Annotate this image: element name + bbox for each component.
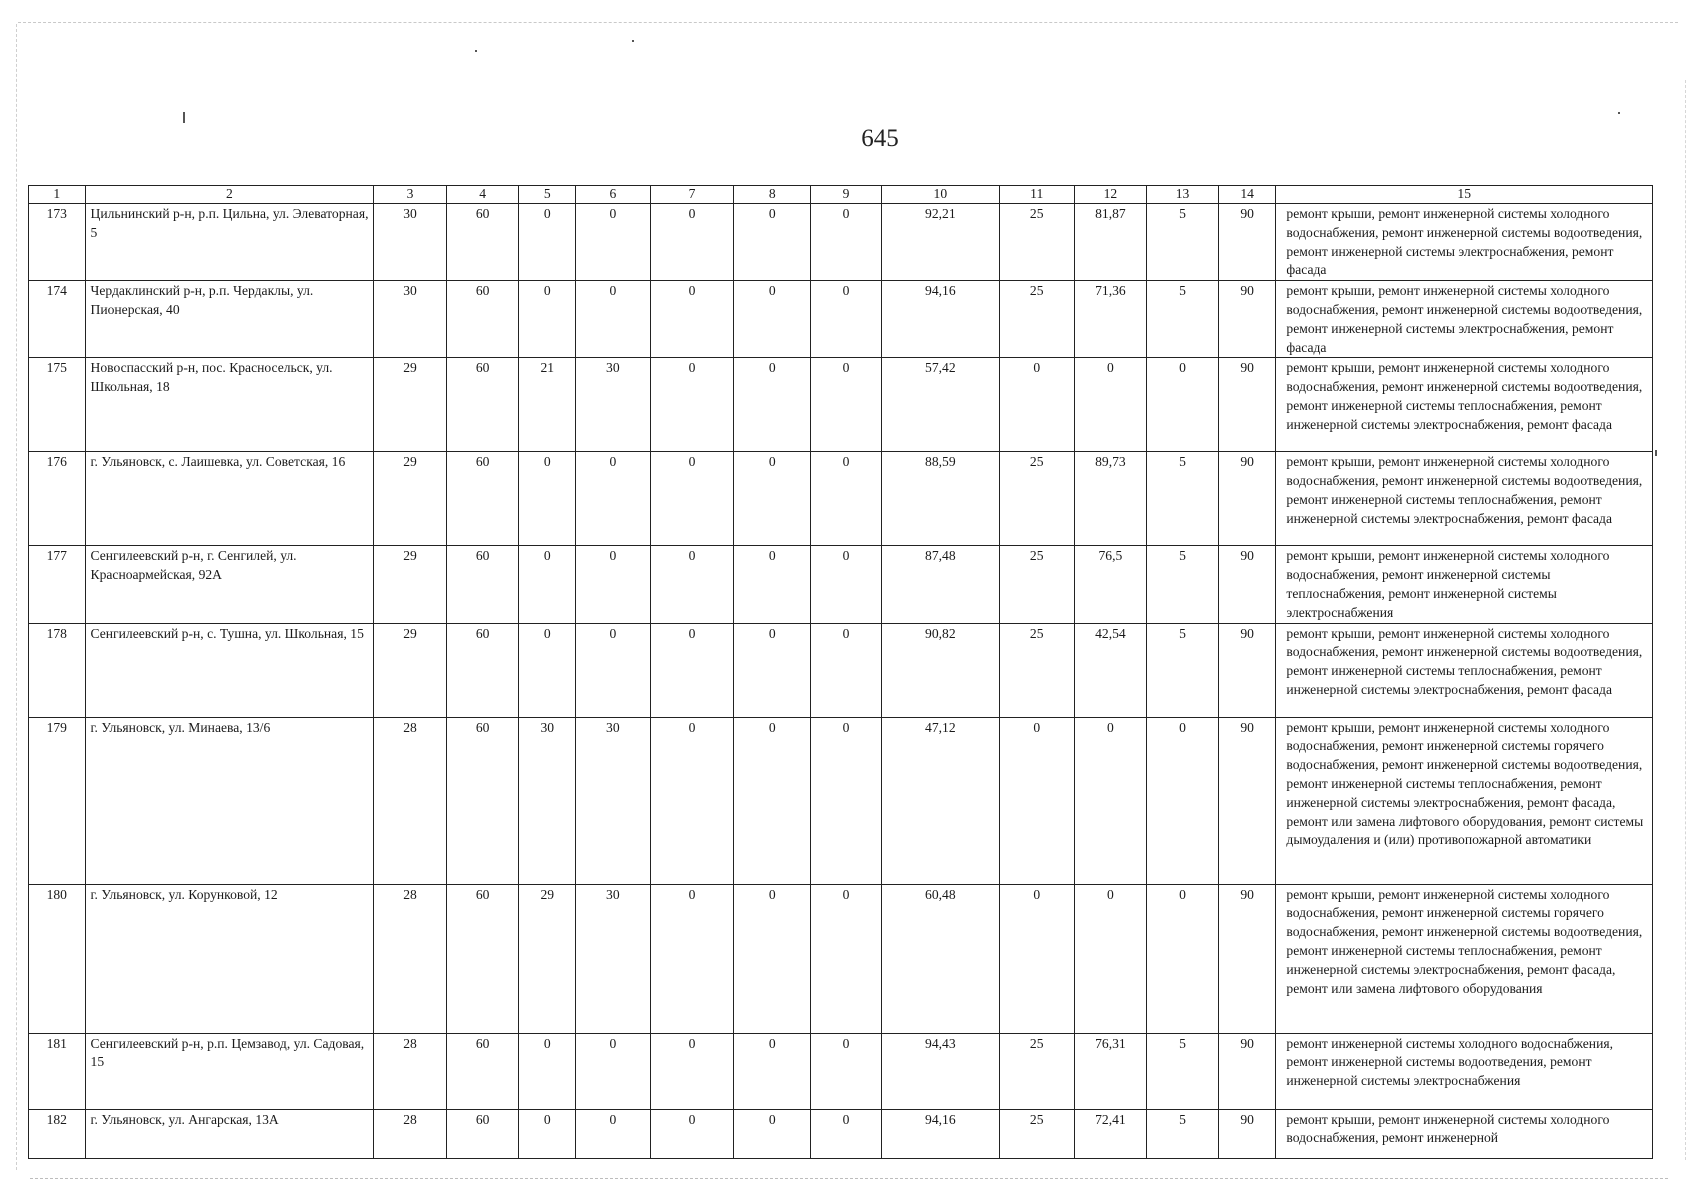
- column-header: 13: [1147, 186, 1219, 204]
- scan-speck: [1655, 450, 1657, 456]
- table-row: [29, 884, 1653, 1033]
- value-cell: 90,82: [881, 623, 999, 717]
- value-cell: 0: [650, 546, 734, 623]
- value-cell: 90: [1218, 452, 1276, 546]
- table-row: [29, 1109, 1653, 1158]
- value-cell: 0: [650, 717, 734, 884]
- value-cell: 0: [519, 281, 576, 358]
- value-cell: 25: [999, 1109, 1074, 1158]
- repair-works-cell: ремонт крыши, ремонт инженерной системы холодного водоснабжения, ремонт инженерной системы горячего водоснабжения, ремонт инженерной системы водоотведения, ремонт инженерной системы теплоснабжения, ремонт инженерной системы электроснабжения, ремонт фасада, ремонт или замена лифтового оборудования: [1276, 884, 1653, 1033]
- value-cell: 90: [1218, 358, 1276, 452]
- value-cell: 30: [576, 717, 651, 884]
- value-cell: 0: [650, 358, 734, 452]
- value-cell: 5: [1147, 623, 1219, 717]
- value-cell: 0: [734, 204, 811, 281]
- value-cell: 28: [374, 1109, 447, 1158]
- address-cell: г. Ульяновск, ул. Ангарская, 13А: [85, 1109, 374, 1158]
- value-cell: 21: [519, 358, 576, 452]
- value-cell: 25: [999, 204, 1074, 281]
- value-cell: 0: [734, 281, 811, 358]
- value-cell: 60: [446, 358, 519, 452]
- value-cell: 0: [811, 452, 882, 546]
- table-row: [29, 717, 1653, 884]
- address-cell: Сенгилеевский р-н, с. Тушна, ул. Школьная, 15: [85, 623, 374, 717]
- address-cell: Новоспасский р-н, пос. Красносельск, ул. Школьная, 18: [85, 358, 374, 452]
- value-cell: 60: [446, 623, 519, 717]
- value-cell: 30: [519, 717, 576, 884]
- column-header: 6: [576, 186, 651, 204]
- column-header: 8: [734, 186, 811, 204]
- address-cell: Чердаклинский р-н, р.п. Чердаклы, ул. Пионерская, 40: [85, 281, 374, 358]
- row-number-cell: 178: [29, 623, 86, 717]
- address-cell: Сенгилеевский р-н, г. Сенгилей, ул. Красноармейская, 92А: [85, 546, 374, 623]
- value-cell: 30: [374, 281, 447, 358]
- value-cell: 94,16: [881, 281, 999, 358]
- scan-speck: [475, 50, 477, 52]
- column-header: 12: [1074, 186, 1147, 204]
- value-cell: 90: [1218, 884, 1276, 1033]
- value-cell: 90: [1218, 1033, 1276, 1109]
- value-cell: 0: [999, 884, 1074, 1033]
- value-cell: 60: [446, 452, 519, 546]
- value-cell: 47,12: [881, 717, 999, 884]
- value-cell: 25: [999, 281, 1074, 358]
- value-cell: 0: [1147, 717, 1219, 884]
- table-row: [29, 204, 1653, 281]
- scan-edge-left: [16, 24, 17, 1170]
- table-row: [29, 1033, 1653, 1109]
- repair-works-cell: ремонт крыши, ремонт инженерной системы холодного водоснабжения, ремонт инженерной системы водоотведения, ремонт инженерной системы теплоснабжения, ремонт инженерной системы электроснабжения, ремонт фасада: [1276, 358, 1653, 452]
- scan-speck: [183, 112, 185, 123]
- value-cell: 25: [999, 623, 1074, 717]
- column-header: 2: [85, 186, 374, 204]
- address-cell: Сенгилеевский р-н, р.п. Цемзавод, ул. Садовая, 15: [85, 1033, 374, 1109]
- value-cell: 90: [1218, 623, 1276, 717]
- value-cell: 60: [446, 281, 519, 358]
- address-cell: г. Ульяновск, ул. Минаева, 13/6: [85, 717, 374, 884]
- value-cell: 0: [650, 281, 734, 358]
- value-cell: 28: [374, 717, 447, 884]
- value-cell: 72,41: [1074, 1109, 1147, 1158]
- row-number-cell: 177: [29, 546, 86, 623]
- row-number-cell: 176: [29, 452, 86, 546]
- value-cell: 0: [650, 1033, 734, 1109]
- value-cell: 60: [446, 1033, 519, 1109]
- column-header: 1: [29, 186, 86, 204]
- value-cell: 0: [811, 1033, 882, 1109]
- value-cell: 0: [811, 1109, 882, 1158]
- row-number-cell: 181: [29, 1033, 86, 1109]
- value-cell: 0: [650, 204, 734, 281]
- row-number-cell: 173: [29, 204, 86, 281]
- column-header: 14: [1218, 186, 1276, 204]
- value-cell: 0: [576, 452, 651, 546]
- value-cell: 5: [1147, 452, 1219, 546]
- scan-edge-top: [18, 22, 1678, 23]
- value-cell: 90: [1218, 1109, 1276, 1158]
- repair-works-cell: ремонт крыши, ремонт инженерной системы холодного водоснабжения, ремонт инженерной: [1276, 1109, 1653, 1158]
- value-cell: 0: [811, 281, 882, 358]
- value-cell: 5: [1147, 1109, 1219, 1158]
- value-cell: 5: [1147, 1033, 1219, 1109]
- address-cell: г. Ульяновск, с. Лаишевка, ул. Советская, 16: [85, 452, 374, 546]
- value-cell: 0: [576, 281, 651, 358]
- repair-works-cell: ремонт крыши, ремонт инженерной системы холодного водоснабжения, ремонт инженерной системы теплоснабжения, ремонт инженерной системы электроснабжения: [1276, 546, 1653, 623]
- value-cell: 76,5: [1074, 546, 1147, 623]
- column-header: 9: [811, 186, 882, 204]
- value-cell: 0: [519, 623, 576, 717]
- scan-speck: [632, 40, 634, 42]
- row-number-cell: 174: [29, 281, 86, 358]
- value-cell: 0: [1147, 358, 1219, 452]
- value-cell: 71,36: [1074, 281, 1147, 358]
- value-cell: 92,21: [881, 204, 999, 281]
- value-cell: 0: [1074, 717, 1147, 884]
- column-header: 4: [446, 186, 519, 204]
- value-cell: 0: [734, 623, 811, 717]
- value-cell: 0: [811, 717, 882, 884]
- value-cell: 0: [576, 546, 651, 623]
- value-cell: 29: [374, 358, 447, 452]
- value-cell: 0: [811, 546, 882, 623]
- repair-works-cell: ремонт крыши, ремонт инженерной системы холодного водоснабжения, ремонт инженерной системы горячего водоснабжения, ремонт инженерной системы водоотведения, ремонт инженерной системы теплоснабжения, ремонт инженерной системы электроснабжения, ремонт фасада, ремонт или замена лифтового оборудования, ремонт системы дымоудаления и (или) противопожарной автоматики: [1276, 717, 1653, 884]
- value-cell: 0: [650, 452, 734, 546]
- value-cell: 94,43: [881, 1033, 999, 1109]
- repair-works-cell: ремонт крыши, ремонт инженерной системы холодного водоснабжения, ремонт инженерной системы водоотведения, ремонт инженерной системы электроснабжения, ремонт фасада: [1276, 204, 1653, 281]
- value-cell: 60: [446, 204, 519, 281]
- value-cell: 57,42: [881, 358, 999, 452]
- value-cell: 0: [734, 452, 811, 546]
- value-cell: 30: [374, 204, 447, 281]
- value-cell: 5: [1147, 281, 1219, 358]
- value-cell: 0: [650, 623, 734, 717]
- table-row: [29, 452, 1653, 546]
- header-row: [29, 186, 1653, 204]
- value-cell: 88,59: [881, 452, 999, 546]
- value-cell: 89,73: [1074, 452, 1147, 546]
- value-cell: 60: [446, 546, 519, 623]
- column-header: 11: [999, 186, 1074, 204]
- value-cell: 0: [811, 623, 882, 717]
- value-cell: 29: [374, 452, 447, 546]
- value-cell: 25: [999, 546, 1074, 623]
- value-cell: 0: [650, 884, 734, 1033]
- value-cell: 60: [446, 717, 519, 884]
- value-cell: 5: [1147, 204, 1219, 281]
- table-row: [29, 546, 1653, 623]
- value-cell: 29: [519, 884, 576, 1033]
- value-cell: 60,48: [881, 884, 999, 1033]
- column-header: 10: [881, 186, 999, 204]
- page-number: 645: [861, 125, 899, 152]
- address-cell: г. Ульяновск, ул. Корунковой, 12: [85, 884, 374, 1033]
- table-row: [29, 623, 1653, 717]
- row-number-cell: 179: [29, 717, 86, 884]
- scan-edge-bottom: [30, 1178, 1668, 1179]
- value-cell: 0: [1074, 884, 1147, 1033]
- scan-speck: [1618, 112, 1620, 114]
- value-cell: 0: [734, 717, 811, 884]
- repair-works-cell: ремонт инженерной системы холодного водоснабжения, ремонт инженерной системы водоотведения, ремонт инженерной системы электроснабжения: [1276, 1033, 1653, 1109]
- value-cell: 0: [576, 623, 651, 717]
- value-cell: 30: [576, 884, 651, 1033]
- value-cell: 28: [374, 884, 447, 1033]
- value-cell: 0: [519, 204, 576, 281]
- value-cell: 0: [519, 546, 576, 623]
- column-header: 3: [374, 186, 447, 204]
- table-row: [29, 281, 1653, 358]
- row-number-cell: 175: [29, 358, 86, 452]
- value-cell: 42,54: [1074, 623, 1147, 717]
- value-cell: 0: [576, 1033, 651, 1109]
- address-cell: Цильнинский р-н, р.п. Цильна, ул. Элеваторная, 5: [85, 204, 374, 281]
- table-row: [29, 358, 1653, 452]
- value-cell: 0: [519, 1033, 576, 1109]
- value-cell: 87,48: [881, 546, 999, 623]
- value-cell: 90: [1218, 204, 1276, 281]
- value-cell: 60: [446, 1109, 519, 1158]
- row-number-cell: 180: [29, 884, 86, 1033]
- value-cell: 0: [519, 1109, 576, 1158]
- value-cell: 0: [811, 884, 882, 1033]
- column-header: 15: [1276, 186, 1653, 204]
- value-cell: 0: [734, 1109, 811, 1158]
- repair-works-cell: ремонт крыши, ремонт инженерной системы холодного водоснабжения, ремонт инженерной системы водоотведения, ремонт инженерной системы электроснабжения, ремонт фасада: [1276, 281, 1653, 358]
- value-cell: 0: [1074, 358, 1147, 452]
- repair-works-cell: ремонт крыши, ремонт инженерной системы холодного водоснабжения, ремонт инженерной системы водоотведения, ремонт инженерной системы теплоснабжения, ремонт инженерной системы электроснабжения, ремонт фасада: [1276, 623, 1653, 717]
- value-cell: 90: [1218, 717, 1276, 884]
- value-cell: 90: [1218, 281, 1276, 358]
- value-cell: 0: [734, 546, 811, 623]
- value-cell: 0: [999, 717, 1074, 884]
- row-number-cell: 182: [29, 1109, 86, 1158]
- value-cell: 0: [1147, 884, 1219, 1033]
- value-cell: 76,31: [1074, 1033, 1147, 1109]
- value-cell: 0: [999, 358, 1074, 452]
- value-cell: 81,87: [1074, 204, 1147, 281]
- housing-repair-table: [28, 185, 1653, 1159]
- value-cell: 0: [519, 452, 576, 546]
- value-cell: 5: [1147, 546, 1219, 623]
- value-cell: 0: [734, 358, 811, 452]
- value-cell: 0: [576, 1109, 651, 1158]
- value-cell: 28: [374, 1033, 447, 1109]
- value-cell: 0: [576, 204, 651, 281]
- repair-works-cell: ремонт крыши, ремонт инженерной системы холодного водоснабжения, ремонт инженерной системы водоотведения, ремонт инженерной системы теплоснабжения, ремонт инженерной системы электроснабжения, ремонт фасада: [1276, 452, 1653, 546]
- value-cell: 0: [650, 1109, 734, 1158]
- value-cell: 0: [811, 358, 882, 452]
- column-header: 5: [519, 186, 576, 204]
- value-cell: 0: [734, 1033, 811, 1109]
- value-cell: 90: [1218, 546, 1276, 623]
- value-cell: 94,16: [881, 1109, 999, 1158]
- value-cell: 29: [374, 623, 447, 717]
- value-cell: 60: [446, 884, 519, 1033]
- value-cell: 25: [999, 1033, 1074, 1109]
- scan-edge-right: [1685, 80, 1686, 1160]
- value-cell: 30: [576, 358, 651, 452]
- column-header: 7: [650, 186, 734, 204]
- value-cell: 0: [811, 204, 882, 281]
- value-cell: 29: [374, 546, 447, 623]
- value-cell: 25: [999, 452, 1074, 546]
- value-cell: 0: [734, 884, 811, 1033]
